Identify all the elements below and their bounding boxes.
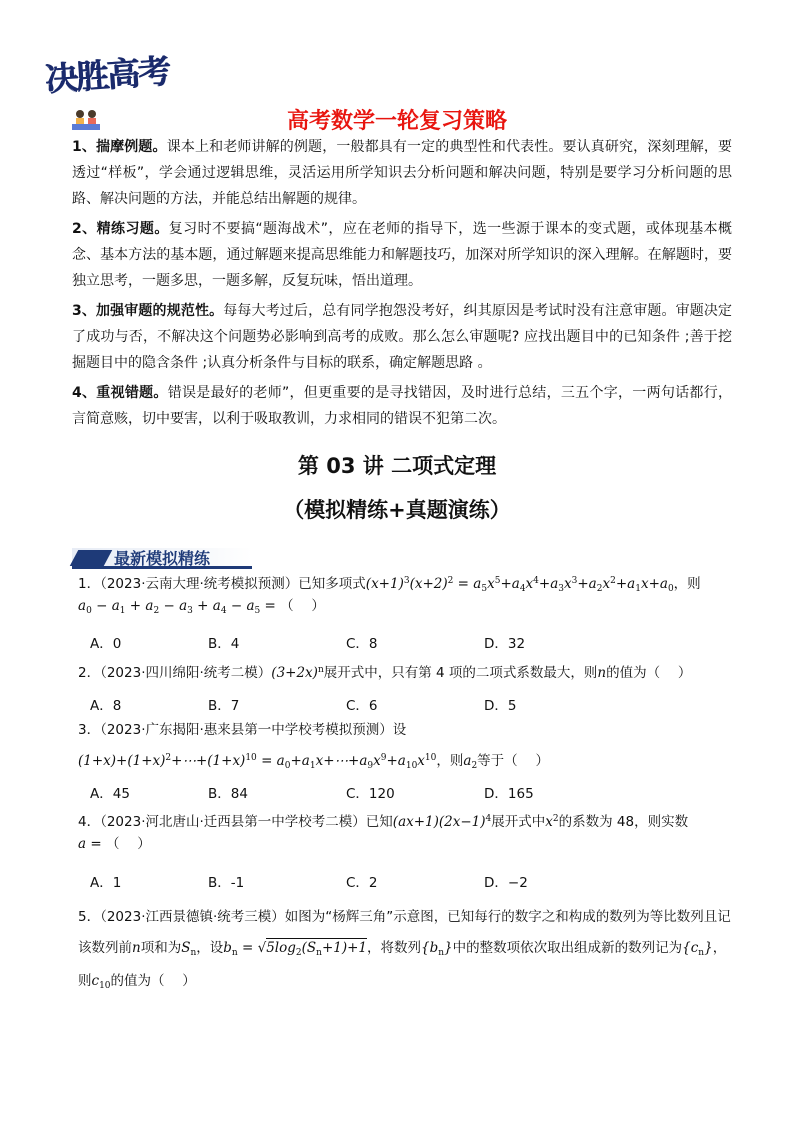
page-title: 高考数学一轮复习策略: [286, 109, 507, 134]
question-source: （2023·四川绵阳·统考二模）: [100, 665, 272, 681]
option-c[interactable]: C．8: [346, 636, 378, 652]
option-d[interactable]: D．165: [484, 786, 534, 802]
question-stem: 展开式中: [491, 814, 546, 830]
question-3-formula-line: $(1+x)+(1+x)^2+\cdots+(1+x)^{10}$ = $a_0+a_1x+\cdots+a_9x^9+a_{10}x^{10}$，则$a_2$等于（ ）: [78, 753, 549, 771]
question-stem: 已知: [365, 814, 393, 830]
formula: $b_n = √5\log_2(S_n+1)+1$: [223, 940, 368, 958]
option-a[interactable]: A．1: [90, 875, 122, 891]
strategy-lead: 2、精练习题。: [72, 221, 169, 237]
formula: $a_0 - a_1 + a_2 - a_3 + a_4 - a_5$ =: [78, 598, 281, 616]
question-stem: 如图为“杨辉三角”示意图，已知每行的数字之和构成的数列为等比数列且记该数列前: [78, 909, 731, 956]
strategy-lead: 1、揣摩例题。: [72, 139, 167, 155]
option-b[interactable]: B．84: [208, 786, 248, 802]
question-stem: ，将数列: [367, 940, 422, 956]
question-1: 1．（2023·云南大理·统考模拟预测）已知多项式$(x+1)^3(x+2)^2 = a_5x^5+a_4x^4+a_3x^3+a_2x^2+a_1x+a_0$，则 $a_0 - a_1 + a_2 - a_3 + a_4 - a_5$ = （ ）: [78, 576, 701, 616]
question-stem: 项和为: [140, 940, 182, 956]
strategy-paragraph-3: [72, 298, 732, 376]
question-stem: ，则: [436, 753, 464, 769]
question-stem: 已知多项式: [298, 576, 366, 592]
question-5: 5．（2023·江西景德镇·统考三模）如图为“杨辉三角”示意图，已知每行的数字之和构成的数列为等比数列且记该数列前n项和为$S_n$，设$b_n = √5\log_2(S_n+1)+1$，将数列$\{b_n\}$中的整数项依次取出组成新的数列记为$\{c_n\}$，则$c_{10}$的值为（ ）: [78, 909, 731, 991]
option-b[interactable]: B．4: [208, 636, 240, 652]
option-c[interactable]: C．2: [346, 875, 378, 891]
question-number: 3．: [78, 722, 101, 738]
option-a[interactable]: A．0: [90, 636, 122, 652]
lecture-subtitle: （模拟精练+真题演练）: [283, 498, 511, 522]
option-a[interactable]: A．8: [90, 698, 122, 714]
strategy-paragraph-1: [72, 134, 732, 212]
question-number: 5．: [78, 909, 101, 925]
logo-text: 决胜高考: [44, 51, 171, 99]
question-source: （2023·江西景德镇·统考三模）: [100, 909, 285, 925]
question-source: （2023·广东揭阳·惠来县第一中学校考模拟预测）: [100, 722, 393, 738]
question-stem: ，则: [673, 576, 701, 592]
question-stem: 展开式中，只有第 4 项的二项式系数最大，则: [323, 665, 598, 681]
formula: $(3+2x)^n$: [271, 665, 324, 681]
strategy-lead: 4、重视错题。: [72, 385, 168, 401]
question-number: 4．: [78, 814, 101, 830]
question-stem: ，则: [78, 940, 727, 989]
question-stem: 中的整数项依次取出组成新的数列记为: [452, 940, 683, 956]
option-c[interactable]: C．6: [346, 698, 378, 714]
option-c[interactable]: C．120: [346, 786, 395, 802]
strategy-paragraph-2: [72, 216, 732, 294]
question-4: 4．（2023·河北唐山·迁西县第一中学校考二模）已知$(ax+1)(2x-1)^4$展开式中$x^2$的系数为 48，则实数 a = （ ）: [78, 814, 689, 852]
question-3: [78, 720, 738, 740]
question-source: （2023·云南大理·统考模拟预测）: [100, 576, 299, 592]
option-b[interactable]: B．-1: [208, 875, 245, 891]
question-stem: ，设: [196, 940, 224, 956]
question-stem: 的值为（ ）: [110, 973, 196, 989]
strategy-text: 错误是最好的老师”，但更重要的是寻找错因，及时进行总结，三五个字，一两句话都行，言简意赅，切中要害，以利于吸取教训，力求相同的错误不犯第二次。: [72, 385, 732, 427]
strategy-lead: 3、加强审题的规范性。: [72, 303, 224, 319]
question-stem: 的系数为 48，则实数: [558, 814, 689, 830]
option-d[interactable]: D．5: [484, 698, 517, 714]
question-stem: 等于（ ）: [477, 753, 549, 769]
lecture-title: 第 03 讲 二项式定理: [297, 454, 497, 478]
question-stem: 设: [392, 722, 407, 738]
question-stem: 的值为（ ）: [606, 665, 692, 681]
question-number: 1．: [78, 576, 101, 592]
strategy-text: 课本上和老师讲解的例题，一般都具有一定的典型性和代表性。要认真研究，深刻理解，要透过“样板”，学会通过逻辑思维，灵活运用所学知识去分析问题和解决问题，特别是要学习分析问题的思路、解决问题的方法，并能总结出解题的规律。: [72, 139, 732, 207]
strategy-text: 每每大考过后，总有同学抱怨没考好，纠其原因是考试时没有注意审题。审题决定了成功与否，不解决这个问题势必影响到高考的成败。那么怎么审题呢? 应找出题目中的已知条件 ;善于挖掘题目中的隐含条件 ;认真分析条件与目标的联系，确定解题思路 。: [72, 303, 733, 371]
question-number: 2．: [78, 665, 101, 681]
option-d[interactable]: D．−2: [484, 875, 528, 891]
option-b[interactable]: B．7: [208, 698, 240, 714]
question-source: （2023·河北唐山·迁西县第一中学校考二模）: [100, 814, 366, 830]
section-label: 最新模拟精练: [114, 549, 211, 568]
strategy-paragraph-4: [72, 380, 732, 432]
formula: $(1+x)+(1+x)^2+\cdots+(1+x)^{10}$ = $a_0+a_1x+\cdots+a_9x^9+a_{10}x^{10}$: [78, 753, 437, 771]
question-2: 2．（2023·四川绵阳·统考二模）$(3+2x)^n$展开式中，只有第 4 项的二项式系数最大，则n的值为（ ）: [78, 665, 692, 681]
formula: $(x+1)^3(x+2)^2 = a_5x^5+a_4x^4+a_3x^3+a_2x^2+a_1x+a_0$: [365, 576, 674, 594]
formula: $(ax+1)(2x-1)^4$: [392, 814, 492, 830]
option-d[interactable]: D．32: [484, 636, 526, 652]
strategy-text: 复习时不要搞“题海战术”，应在老师的指导下，选一些源于课本的变式题，或体现基本概念、基本方法的基本题，通过解题来提高思维能力和解题技巧，加深对所学知识的深入理解。在解题时，要独立思考，一题多思，一题多解，反复玩味，悟出道理。: [72, 221, 732, 289]
option-a[interactable]: A．45: [90, 786, 130, 802]
